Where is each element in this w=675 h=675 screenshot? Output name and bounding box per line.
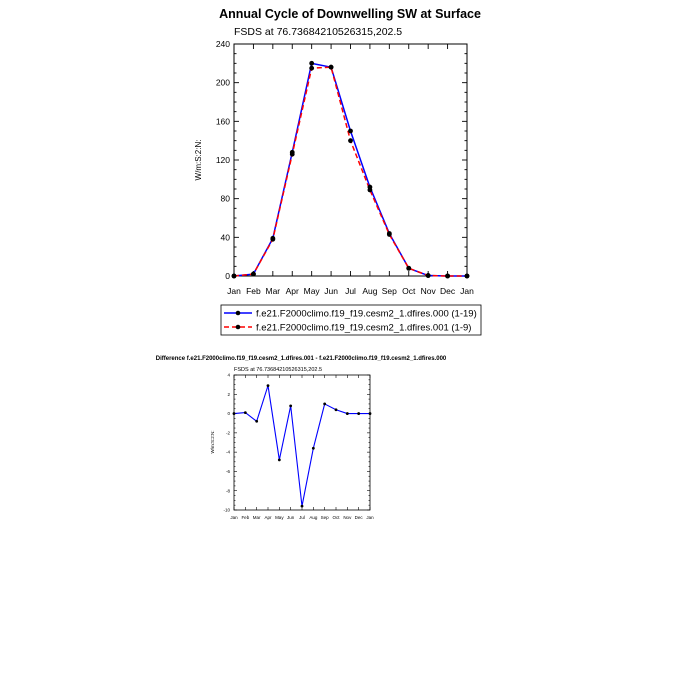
diff-chart-ylabel: W/m:S:2:N:	[210, 430, 215, 454]
diff-xtick-label: Jan	[230, 515, 238, 520]
main-xtick-label: Jun	[324, 286, 338, 296]
diff-ytick-label: -10	[223, 507, 230, 513]
legend-label-series-0: f.e21.F2000climo.f19_f19.cesm2_1.dfires.000 (1-19)	[256, 308, 477, 320]
legend-label-series-1: f.e21.F2000climo.f19_f19.cesm2_1.dfires.001 (1-9)	[256, 322, 472, 334]
diff-series-0-point	[255, 420, 258, 423]
diff-series-0-point	[369, 412, 372, 415]
diff-axis-ticks	[234, 375, 370, 510]
main-xtick-label: Jan	[227, 286, 241, 296]
diff-xtick-label: Dec	[354, 515, 363, 520]
diff-series-0-point	[346, 412, 349, 415]
main-plot-frame	[234, 44, 467, 276]
main-series-1-point	[465, 274, 470, 279]
main-series-1-point	[348, 138, 353, 143]
main-xtick-label: Dec	[440, 286, 456, 296]
diff-xtick-label: Jan	[366, 515, 374, 520]
diff-xtick-label: May	[275, 515, 284, 520]
main-xtick-label: Sep	[381, 286, 397, 296]
diff-series-group	[233, 384, 372, 507]
diff-series-0-point	[289, 404, 292, 407]
main-chart-ylabel: W/m:S:2:N:	[194, 139, 203, 181]
diff-xtick-label: Aug	[309, 515, 318, 520]
diff-series-0-point	[233, 412, 236, 415]
diff-chart-subtitle: FSDS at 76.73684210526315,202.5	[234, 367, 323, 373]
diff-plot-frame	[234, 375, 370, 510]
main-xtick-label: May	[303, 286, 320, 296]
main-xtick-label: Nov	[420, 286, 436, 296]
main-xtick-label: Jul	[345, 286, 356, 296]
diff-ytick-label: 0	[227, 411, 230, 417]
main-ytick-label: 240	[215, 38, 230, 49]
diff-xtick-label: Sep	[320, 515, 329, 520]
diff-xtick-label: Feb	[241, 515, 250, 520]
main-series-line-0	[234, 63, 467, 276]
main-series-1-point	[251, 272, 256, 277]
main-chart	[194, 7, 481, 335]
legend-marker-series-1	[236, 325, 241, 330]
main-ytick-label: 80	[220, 193, 230, 204]
diff-series-0-point	[278, 458, 281, 461]
diff-ytick-label: 4	[227, 372, 230, 378]
diff-chart	[156, 356, 447, 520]
main-series-1-point	[232, 274, 237, 279]
diff-ytick-label: -6	[225, 469, 230, 475]
diff-series-0-point	[357, 412, 360, 415]
diff-chart-title: Difference f.e21.F2000climo.f19_f19.cesm2_1.dfires.001 - f.e21.F2000climo.f19_f19.cesm2_1.dfires.000	[155, 356, 447, 362]
main-ytick-label: 40	[220, 232, 230, 243]
main-legend	[221, 305, 481, 335]
diff-ytick-label: -2	[225, 430, 230, 436]
main-xtick-label: Aug	[362, 286, 378, 296]
diff-series-line-0	[234, 386, 370, 507]
main-series-1-point	[368, 188, 373, 193]
main-series-0-point	[348, 129, 353, 134]
legend-marker-series-0	[236, 311, 241, 316]
main-ytick-label: 120	[215, 154, 230, 165]
diff-series-0-point	[244, 411, 247, 414]
main-series-1-point	[426, 273, 431, 278]
main-series-1-point	[329, 65, 334, 70]
main-axis-ticks	[234, 44, 467, 276]
diff-series-0-point	[335, 408, 338, 411]
main-series-0-point	[309, 61, 314, 66]
diff-xtick-label: Jun	[287, 515, 295, 520]
main-x-tick-labels	[227, 286, 474, 296]
diff-series-0-point	[267, 384, 270, 387]
diff-xtick-label: Apr	[264, 515, 272, 520]
diff-xtick-label: Mar	[252, 515, 261, 520]
diff-xtick-label: Jul	[299, 515, 305, 520]
main-chart-title: Annual Cycle of Downwelling SW at Surface	[219, 7, 481, 21]
main-ytick-label: 160	[215, 116, 230, 127]
diff-series-0-point	[323, 403, 326, 406]
main-series-1-point	[406, 266, 411, 271]
main-xtick-label: Mar	[265, 286, 281, 296]
diff-xtick-label: Oct	[332, 515, 340, 520]
main-ytick-label: 0	[225, 270, 230, 281]
main-xtick-label: Jan	[460, 286, 474, 296]
diff-series-0-point	[301, 505, 304, 508]
main-series-group	[232, 61, 470, 278]
main-chart-subtitle: FSDS at 76.73684210526315,202.5	[234, 26, 403, 38]
main-xtick-label: Oct	[402, 286, 416, 296]
diff-xtick-label: Nov	[343, 515, 352, 520]
diff-ytick-label: -8	[225, 488, 230, 494]
main-series-1-point	[309, 66, 314, 71]
diff-ytick-label: -4	[225, 449, 230, 455]
diff-x-tick-labels	[230, 515, 374, 520]
main-xtick-label: Feb	[246, 286, 261, 296]
main-ytick-label: 200	[215, 77, 230, 88]
diff-y-tick-labels	[223, 373, 230, 513]
main-series-1-point	[270, 237, 275, 242]
main-y-tick-labels	[216, 39, 230, 281]
main-xtick-label: Apr	[285, 286, 299, 296]
main-series-1-point	[387, 232, 392, 237]
main-series-1-point	[290, 152, 295, 157]
diff-series-0-point	[312, 447, 315, 450]
diff-ytick-label: 2	[227, 391, 230, 397]
main-series-1-point	[445, 274, 450, 279]
